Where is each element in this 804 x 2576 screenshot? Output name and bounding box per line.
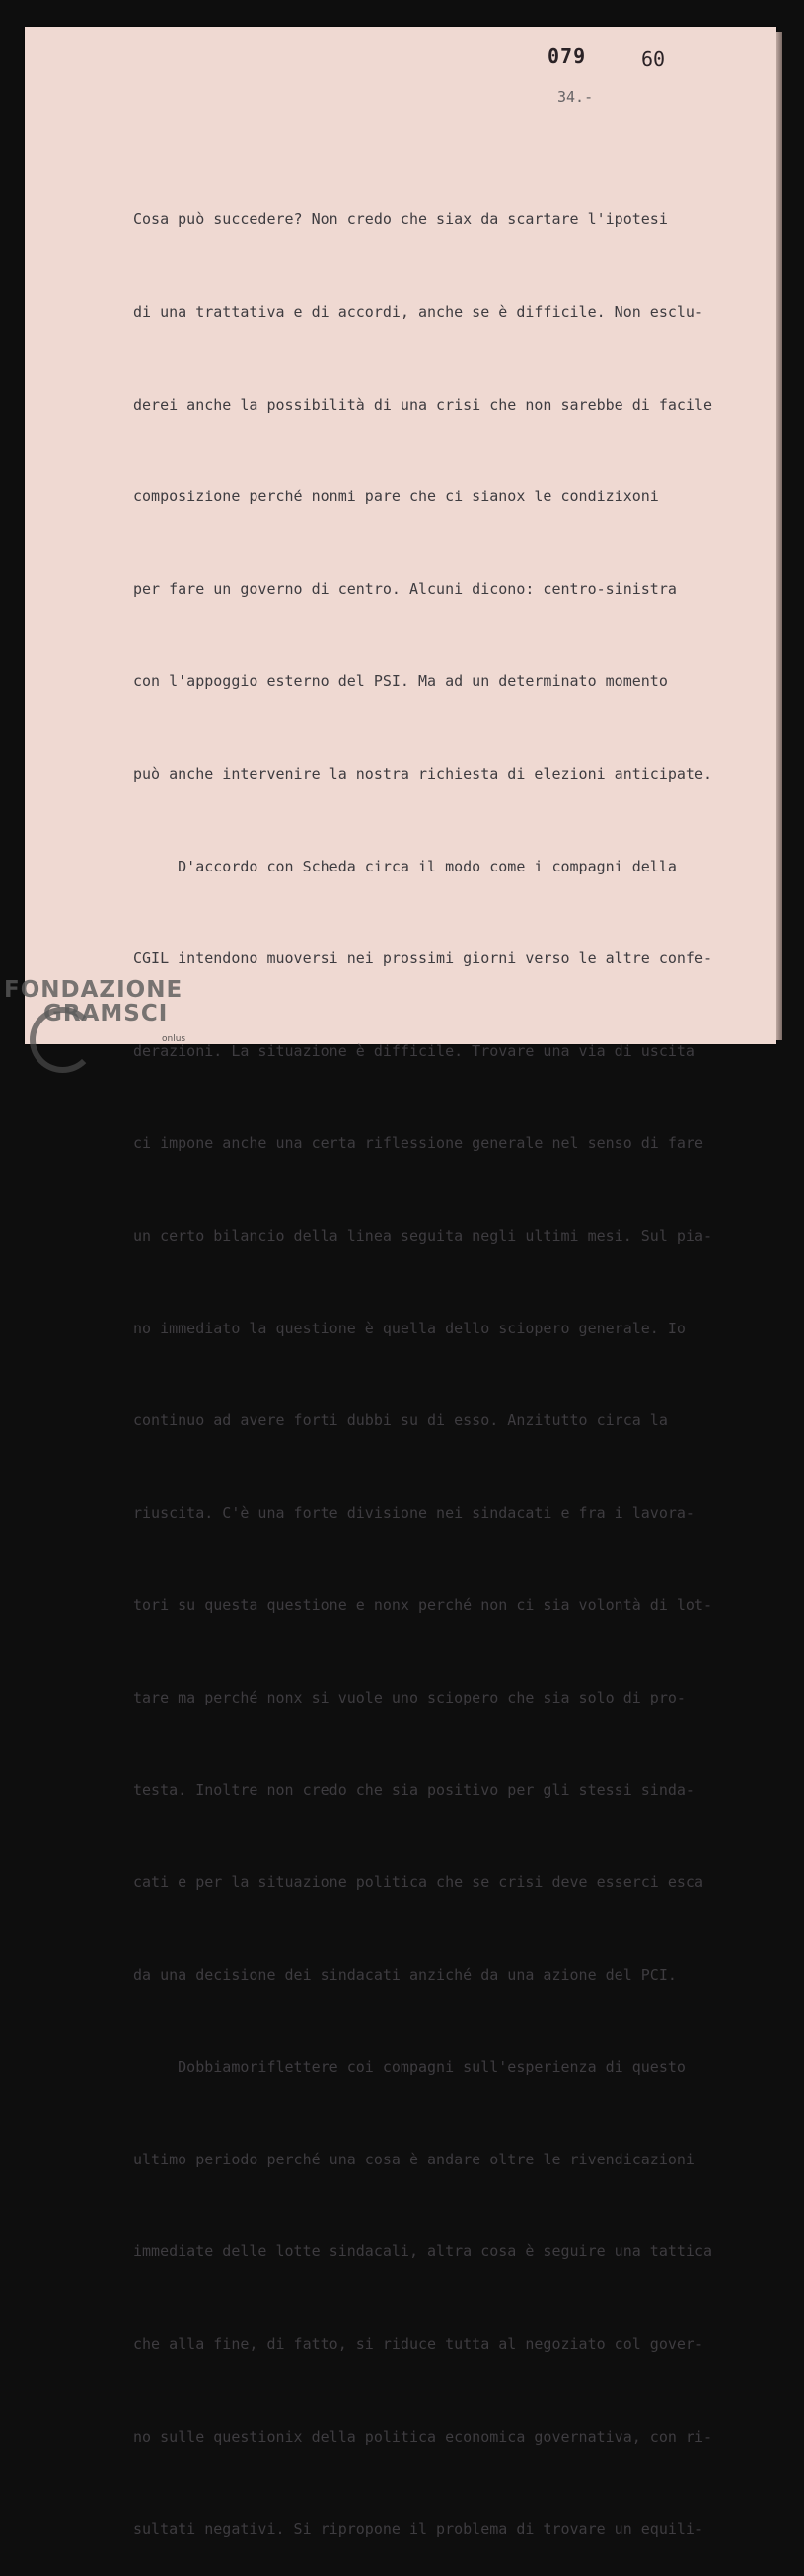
text-line: testa. Inoltre non credo che sia positivo per gli stessi sinda- <box>133 1780 694 1799</box>
text-line: ultimo periodo perché una cosa è andare oltre le rivendicazioni <box>133 2150 694 2168</box>
text-line: no immediato la questione è quella dello sciopero generale. Io <box>133 1319 686 1337</box>
text-line: no sulle questionix della politica economica governativa, con ri- <box>133 2427 712 2446</box>
text-line: di una trattativa e di accordi, anche se è difficile. Non esclu- <box>133 303 703 321</box>
text-line: derazioni. La situazione è difficile. Trovare una via di uscita <box>133 1041 694 1060</box>
archive-number: 079 <box>548 44 587 68</box>
text-line: derei anche la possibilità di una crisi che non sarebbe di facile <box>133 395 712 414</box>
watermark-logo <box>4 977 186 1044</box>
watermark-line2: GRAMSCI <box>43 1001 169 1026</box>
text-line: CGIL intendono muoversi nei prossimi giorni verso le altre confe- <box>133 949 712 968</box>
text-line: continuo ad avere forti dubbi su di esso. Anzitutto circa la <box>133 1411 668 1430</box>
text-line: ci impone anche una certa riflessione generale nel senso di fare <box>133 1134 703 1153</box>
text-line: da una decisione dei sindacati anziché da una azione del PCI. <box>133 1965 677 1984</box>
typewritten-body <box>133 143 765 2576</box>
text-line: che alla fine, di fatto, si riduce tutta al negoziato col gover- <box>133 2335 703 2354</box>
text-line: Dobbiamoriflettere coi compagni sull'esperienza di questo <box>133 2058 686 2077</box>
text-line: tare ma perché nonx si vuole uno sciopero che sia solo di pro- <box>133 1688 686 1706</box>
text-line: immediate delle lotte sindacali, altra cosa è seguire una tattica <box>133 2242 712 2261</box>
watermark-line1: FONDAZIONE <box>4 977 183 1003</box>
text-line: cati e per la situazione politica che se crisi deve esserci esca <box>133 1873 703 1892</box>
text-line: per fare un governo di centro. Alcuni dicono: centro-sinistra <box>133 579 677 598</box>
watermark-sub: onlus <box>162 1034 186 1044</box>
typed-page-number: 34.- <box>557 88 594 106</box>
text-line: può anche intervenire la nostra richiesta di elezioni anticipate. <box>133 764 712 783</box>
text-line: un certo bilancio della linea seguita negli ultimi mesi. Sul pia- <box>133 1226 712 1245</box>
page-edge <box>776 32 782 1040</box>
page-number: 60 <box>641 47 666 71</box>
text-line: D'accordo con Scheda circa il modo come i compagni della <box>133 857 677 875</box>
text-line: composizione perché nonmi pare che ci sianox le condizixoni <box>133 488 659 506</box>
text-line: sultati negativi. Si ripropone il problema di trovare un equili- <box>133 2520 703 2538</box>
text-line: riuscita. C'è una forte divisione nei sindacati e fra i lavora- <box>133 1503 694 1522</box>
text-line: Cosa può succedere? Non credo che siax da scartare l'ipotesi <box>133 210 668 229</box>
text-line: con l'appoggio esterno del PSI. Ma ad un determinato momento <box>133 672 668 691</box>
text-line: tori su questa questione e nonx perché non ci sia volontà di lot- <box>133 1596 712 1615</box>
